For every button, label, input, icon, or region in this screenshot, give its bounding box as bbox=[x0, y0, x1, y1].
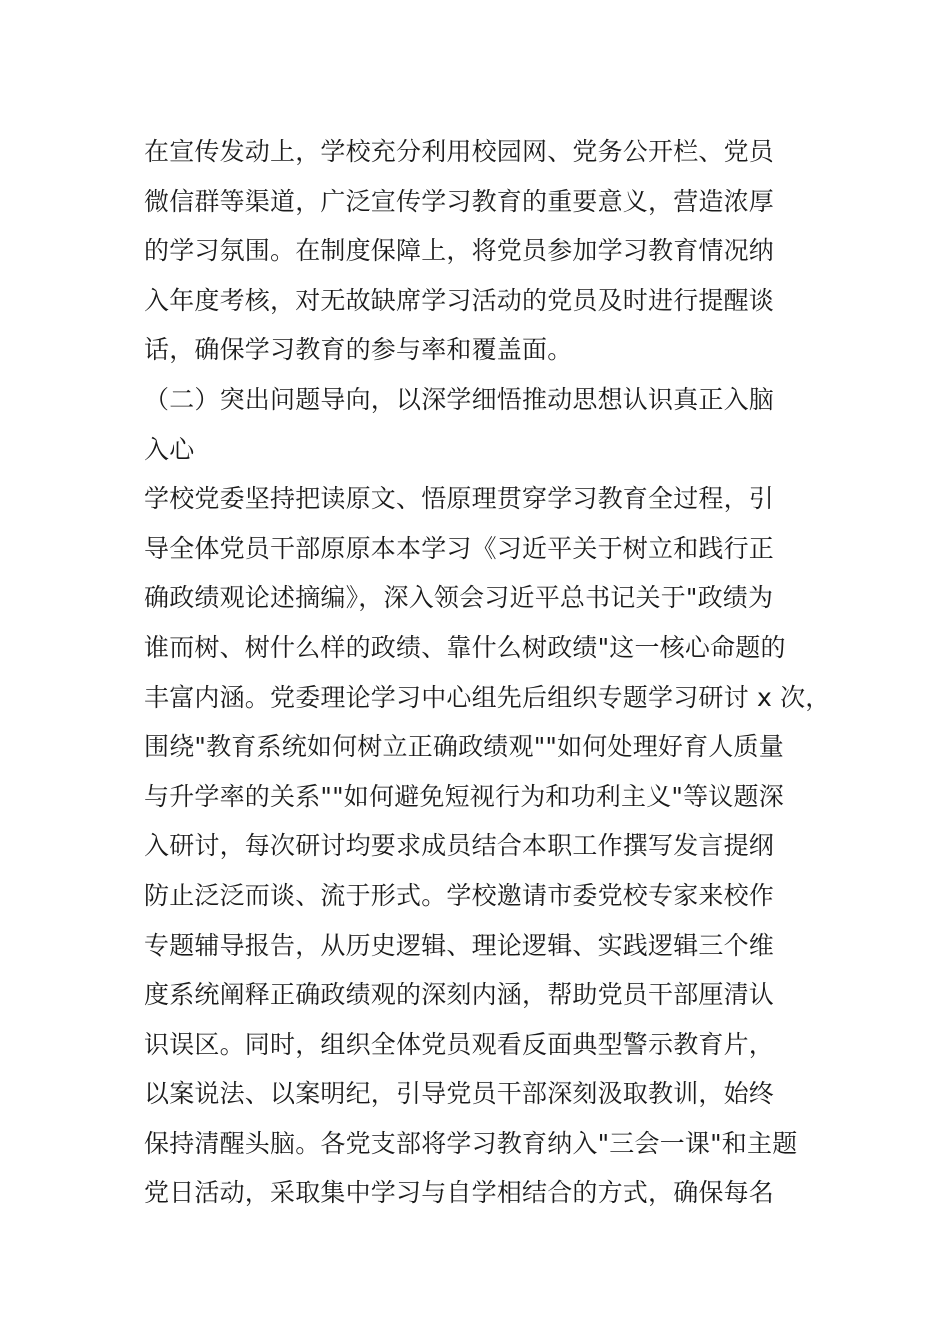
text-line: 确政绩观论述摘编》，深入领会习近平总书记关于"政绩为 bbox=[144, 583, 774, 613]
text-line: 导全体党员干部原原本本学习《习近平关于树立和践行正 bbox=[144, 533, 775, 563]
text-line: 微信群等渠道，广泛宣传学习教育的重要意义，营造浓厚 bbox=[144, 186, 775, 216]
text-line: 防止泛泛而谈、流于形式。学校邀请市委党校专家来校作 bbox=[144, 880, 775, 910]
section-heading: （二）突出问题导向，以深学细悟推动思想认识真正入脑 bbox=[144, 384, 775, 414]
text-line: 以案说法、以案明纪，引导党员干部深刻汲取教训，始终 bbox=[144, 1079, 775, 1109]
text-line: 围绕"教育系统如何树立正确政绩观""如何处理好育人质量 bbox=[144, 732, 784, 762]
section-heading-continued: 入心 bbox=[144, 434, 195, 464]
text-line: 识误区。同时，组织全体党员观看反面典型警示教育片， bbox=[144, 1029, 775, 1059]
text-line: 学校党委坚持把读原文、悟原理贯穿学习教育全过程，引 bbox=[144, 484, 775, 514]
text-line: 与升学率的关系""如何避免短视行为和功利主义"等议题深 bbox=[144, 781, 784, 811]
text-line: 入研讨，每次研讨均要求成员结合本职工作撰写发言提纲 bbox=[144, 831, 775, 861]
text-line: 话，确保学习教育的参与率和覆盖面。 bbox=[144, 335, 573, 365]
text-line: 谁而树、树什么样的政绩、靠什么树政绩"这一核心命题的 bbox=[144, 632, 786, 662]
text-line: 入年度考核，对无故缺席学习活动的党员及时进行提醒谈 bbox=[144, 285, 775, 315]
text-line: 丰富内涵。党委理论学习中心组先后组织专题学习研讨 x 次， bbox=[144, 682, 831, 712]
text-line: 专题辅导报告，从历史逻辑、理论逻辑、实践逻辑三个维 bbox=[144, 930, 775, 960]
text-line: 在宣传发动上，学校充分利用校园网、党务公开栏、党员 bbox=[144, 137, 775, 166]
text-line: 度系统阐释正确政绩观的深刻内涵，帮助党员干部厘清认 bbox=[144, 980, 775, 1010]
text-line: 的学习氛围。在制度保障上，将党员参加学习教育情况纳 bbox=[144, 236, 775, 266]
text-line: 党日活动，采取集中学习与自学相结合的方式，确保每名 bbox=[144, 1178, 775, 1208]
text-line: 保持清醒头脑。各党支部将学习教育纳入"三会一课"和主题 bbox=[144, 1128, 798, 1158]
document-body bbox=[144, 127, 834, 1218]
